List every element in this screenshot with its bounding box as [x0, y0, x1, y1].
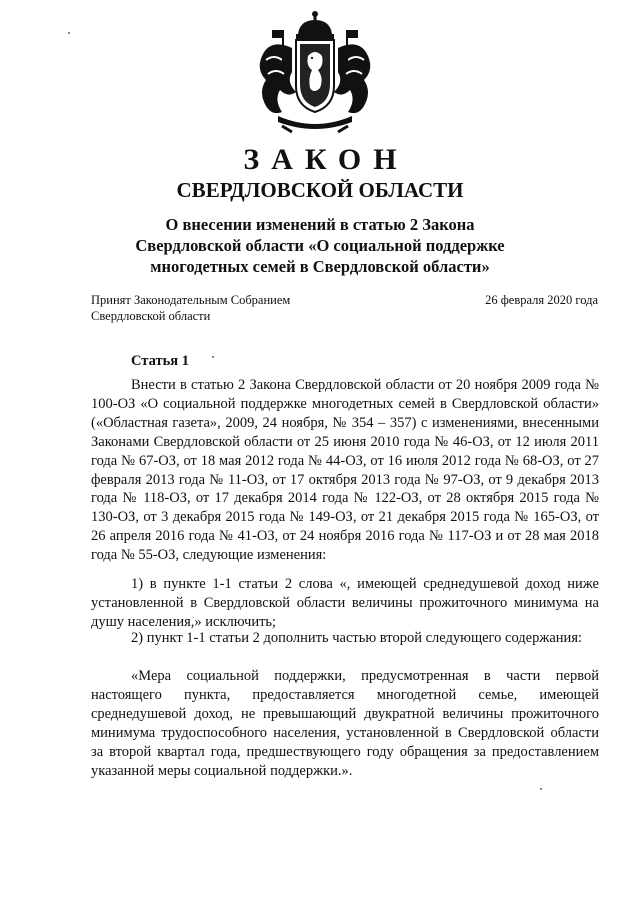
article-item-1: [91, 575, 599, 632]
document-title: ЗАКОН: [243, 143, 409, 176]
adoption-date: 26 февраля 2020 года: [485, 293, 598, 307]
law-name-line: О внесении изменений в статью 2 Закона: [165, 215, 475, 234]
adoption-body: [91, 292, 351, 324]
adoption-line: Принят Законодательным Собранием: [91, 293, 291, 307]
article-heading: Статья 1: [131, 353, 189, 369]
document-subtitle: СВЕРДЛОВСКОЙ ОБЛАСТИ: [176, 178, 464, 202]
scan-speck: [540, 788, 542, 790]
scan-speck: [68, 32, 70, 34]
law-name-line: Свердловской области «О социальной поддержке: [135, 236, 505, 255]
article-intro: [91, 376, 599, 565]
article-intro-paragraph: Внести в статью 2 Закона Свердловской области от 20 ноября 2009 года № 100-ОЗ «О социальной поддержке многодетных семей в Свердловской области» («Областная газета», 2009, 24 ноября, № 354 – 357) с изменениями, внесенными Законами Свердловской области от 25 июня 2010 года № 46-ОЗ, от 12 июля 2011 года № 67-ОЗ, от 18 мая 2012 года № 44-ОЗ, от 16 июля 2012 года № 68-ОЗ, от 27 февраля 2013 года № 11-ОЗ, от 17 октября 2013 года № 97-ОЗ, от 9 декабря 2013 года № 118-ОЗ, от 17 декабря 2014 года № 122-ОЗ, от 28 октября 2015 года № 130-ОЗ, от 3 декабря 2015 года № 149-ОЗ, от 21 декабря 2015 года № 165-ОЗ, от 26 апреля 2016 года № 41-ОЗ, от 24 ноября 2016 года № 117-ОЗ и от 28 мая 2018 года № 55-ОЗ, следующие изменения:: [91, 377, 599, 564]
scan-speck: [212, 356, 214, 358]
coat-of-arms-emblem: [252, 8, 378, 136]
article-quote: [91, 667, 599, 780]
article-item-2: [91, 629, 599, 648]
article-item-2-paragraph: 2) пункт 1-1 статьи 2 дополнить частью второй следующего содержания:: [131, 630, 583, 646]
law-name: [60, 214, 580, 277]
article-quote-paragraph: «Мера социальной поддержки, предусмотренная в части первой настоящего пункта, предоставляется многодетной семье, имеющей среднедушевой доход, не превышающий двукратной величины прожиточного минимума трудоспособного населения, установленной в Свердловской области за второй квартал года, предшествующего году обращения за предоставлением указанной меры социальной поддержки.».: [91, 668, 599, 779]
article-item-1-paragraph: 1) в пункте 1-1 статьи 2 слова «, имеющей среднедушевой доход ниже установленной в Свердловской области величины прожиточного минимума на душу населения,» исключить;: [91, 576, 599, 630]
adoption-line: Свердловской области: [91, 309, 211, 323]
law-name-line: многодетных семей в Свердловской области»: [150, 257, 490, 276]
